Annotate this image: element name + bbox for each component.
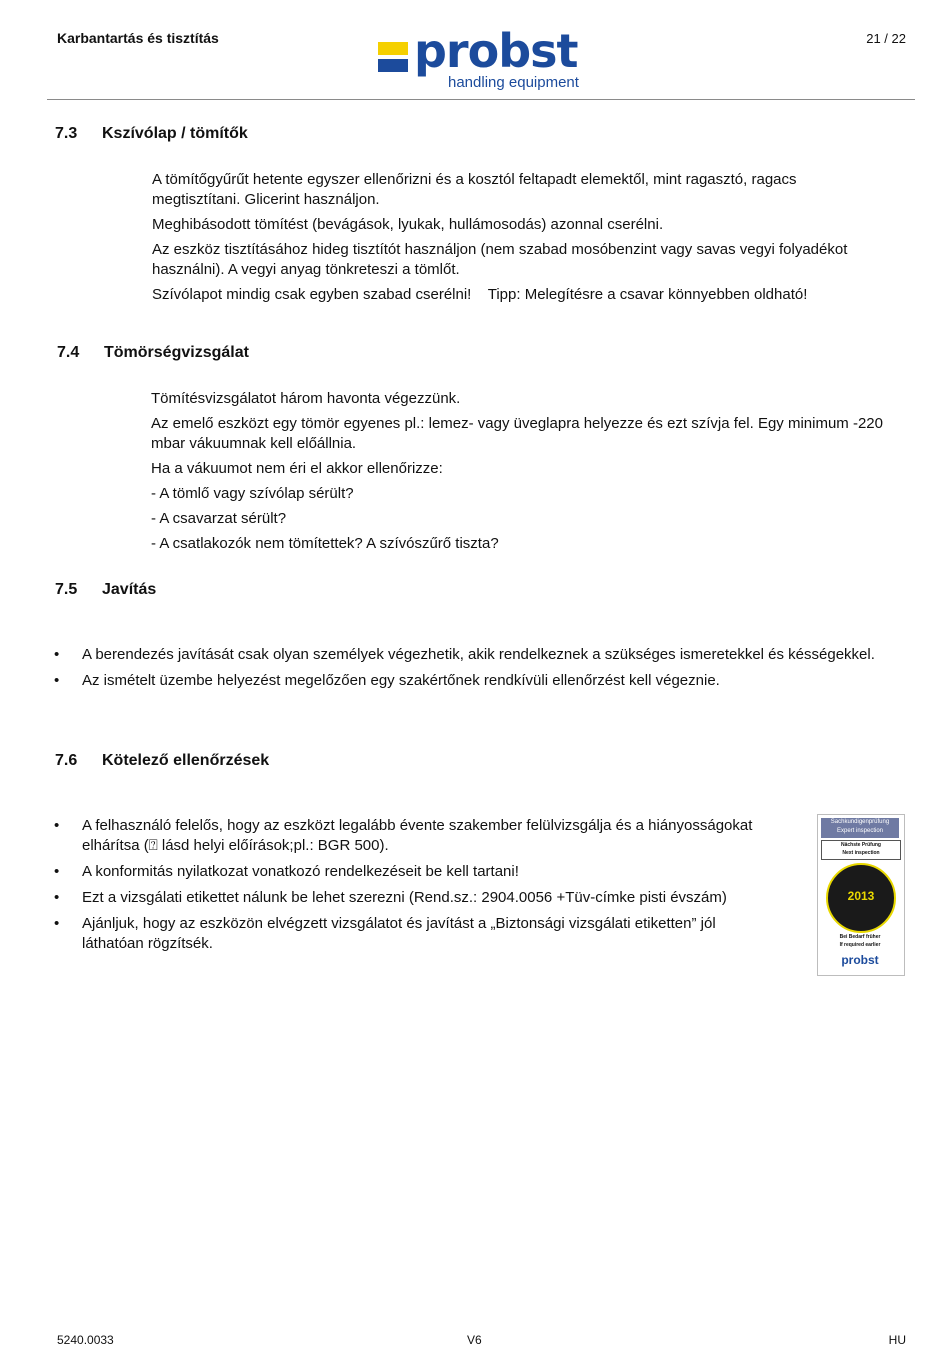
paragraph: Az eszköz tisztításához hideg tisztítót használjon (nem szabad mosóbenzint vagy savas vegyi folyadékot használni). A vegyi anyag tönkreteszi a tömlőt. (152, 241, 848, 278)
bullet-icon: • (54, 817, 60, 834)
inspection-sticker (817, 814, 905, 976)
paragraph: Tömítésvizsgálatot három havonta végezzünk. (151, 390, 461, 407)
footer-language: HU (888, 1333, 906, 1347)
paragraph: - A csavarzat sérült? (151, 510, 287, 527)
footer-version: V6 (467, 1333, 482, 1347)
probst-logo (378, 24, 590, 94)
sticker-header-line: Sachkundigenprüfung (830, 819, 890, 825)
section-number: 7.4 (57, 344, 80, 361)
list-item (54, 816, 774, 856)
paragraph: A tömítőgyűrűt hetente egyszer ellenőrizni és a kosztól feltapadt elemektől, mint ragasztó, ragacs megtisztítani. Glicerint használjon. (152, 171, 797, 208)
bullet-icon: • (54, 889, 60, 906)
section-number: 7.6 (55, 752, 78, 769)
section-number: 7.3 (55, 125, 78, 142)
sticker-footer-line: Bei Bedarf früher (839, 934, 881, 940)
bullet-icon: • (54, 646, 60, 663)
list-item (54, 671, 904, 691)
paragraph: Meghibásodott tömítést (bevágások, lyukak, hullámosodás) azonnal cserélni. (152, 216, 664, 233)
list-item-text: A konformitás nyilatkozat vonatkozó rendelkezéseit be kell tartani! (82, 863, 519, 880)
sticker-footer-line: If required earlier (839, 942, 881, 948)
sticker-next-line: Next inspection (842, 850, 880, 856)
sticker-year-dial (826, 863, 896, 933)
sticker-year: 2013 (847, 889, 875, 903)
list-item (54, 645, 904, 665)
header-title: Karbantartás és tisztítás (57, 30, 219, 46)
list-item-text: A felhasználó felelős, hogy az eszközt legalább évente szakember felülvizsgálja és a hiányosságokat elhárítsa (⍰ lásd helyi előírások;pl.: BGR 500). (82, 817, 753, 854)
list-item-text: Ezt a vizsgálati etikettet nálunk be lehet szerezni (Rend.sz.: 2904.0056 +Tüv-címke pisti évszám) (82, 889, 727, 906)
header-divider (47, 99, 915, 100)
section-title: Tömörségvizsgálat (104, 344, 249, 361)
paragraph: Szívólapot mindig csak egyben szabad cserélni! Tipp: Melegítésre a csavar könnyebben oldható! (152, 286, 808, 303)
section-heading-7-5 (55, 581, 156, 599)
bullet-list (54, 816, 774, 960)
list-item (54, 914, 774, 954)
list-item (54, 862, 774, 882)
section-heading-7-4 (57, 344, 249, 362)
list-item-text: Az ismételt üzembe helyezést megelőzően egy szakértőnek rendkívüli ellenőrzést kell végeznie. (82, 672, 720, 689)
section-heading-7-6 (55, 752, 269, 770)
section-title: Kszívólap / tömítők (102, 125, 248, 142)
bullet-icon: • (54, 863, 60, 880)
paragraph: Ha a vákuumot nem éri el akkor ellenőrizze: (151, 460, 443, 477)
paragraph: - A tömlő vagy szívólap sérült? (151, 485, 354, 502)
page-number: 21 / 22 (866, 31, 906, 46)
sticker-footer (821, 933, 899, 951)
list-item-text: Ajánljuk, hogy az eszközön elvégzett vizsgálatot és javítást a „Biztonsági vizsgálati etiketten” jól láthatóan rögzítsék. (82, 915, 716, 952)
logo-tagline: handling equipment (448, 74, 579, 91)
paragraph: - A csatlakozók nem tömítettek? A szívószűrő tiszta? (151, 535, 499, 552)
footer-doc-number: 5240.0033 (57, 1333, 114, 1347)
section-number: 7.5 (55, 581, 78, 598)
sticker-next-line: Nächste Prüfung (840, 842, 881, 848)
section-title: Javítás (102, 581, 157, 598)
list-item-text: A berendezés javítását csak olyan személyek végezhetik, akik rendelkeznek a szükséges ismeretekkel és késségekkel. (82, 646, 875, 663)
sticker-header-line: Expert inspection (836, 828, 884, 834)
paragraph: Az emelő eszközt egy tömör egyenes pl.: lemez- vagy üveglapra helyezze és ezt szívja fel. Egy minimum -220 mbar vákuumnak kell előállnia. (151, 415, 883, 452)
bullet-list (54, 645, 904, 697)
section-heading-7-3 (55, 125, 248, 143)
sticker-next-inspection (821, 840, 901, 860)
bullet-icon: • (54, 672, 60, 689)
section-title: Kötelező ellenőrzések (102, 752, 270, 769)
sticker-logo: probst (841, 953, 879, 967)
logo-word: probst (414, 24, 578, 78)
sticker-header (821, 818, 899, 838)
logo-mark-icon (378, 42, 408, 72)
bullet-icon: • (54, 915, 60, 932)
list-item (54, 888, 774, 908)
